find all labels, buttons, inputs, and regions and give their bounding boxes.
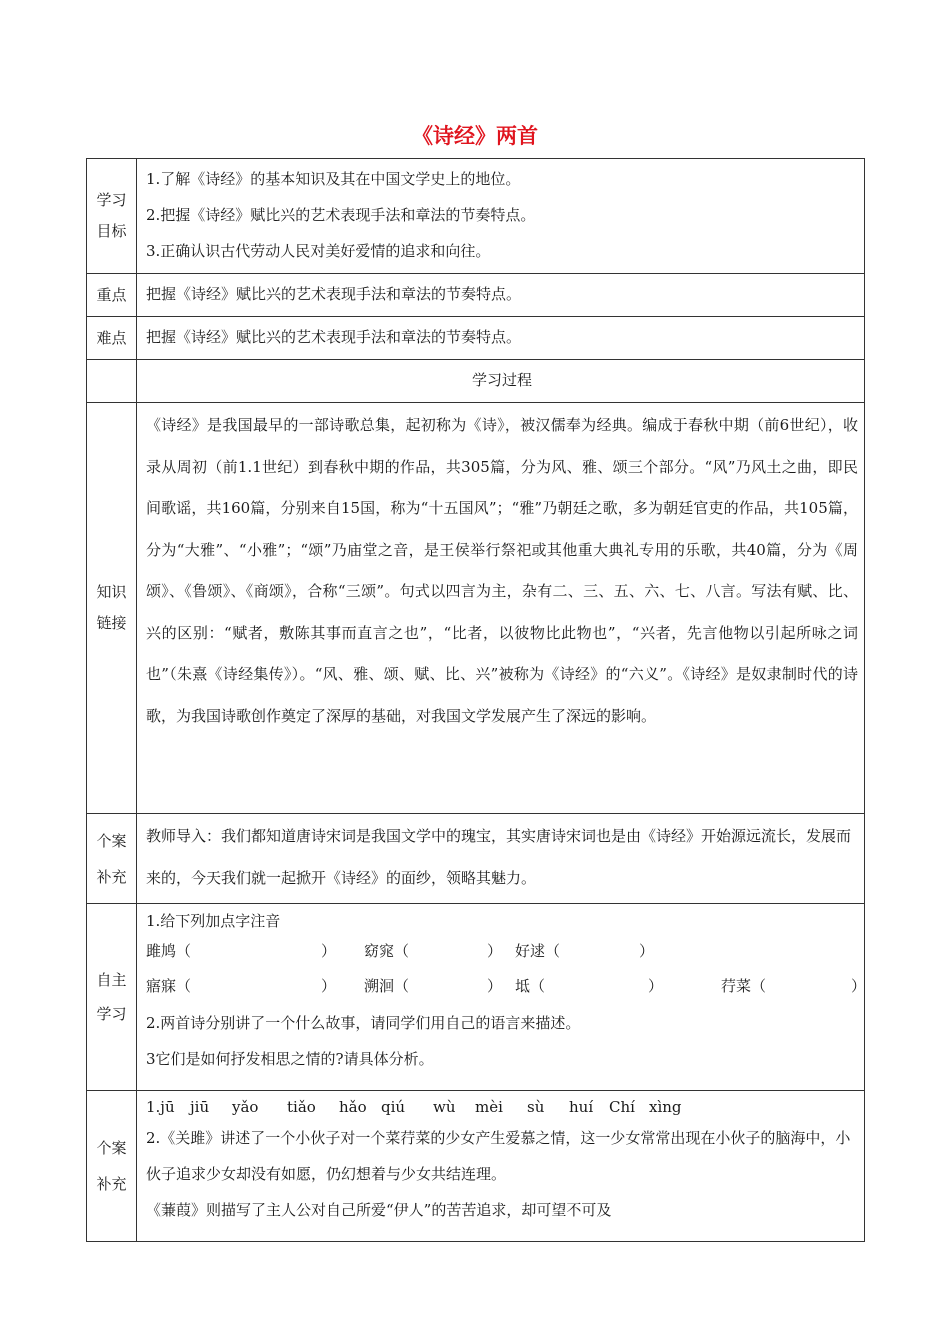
difficulty-content [137, 317, 865, 360]
key-point-label: 重点 [87, 274, 137, 317]
key-point-content [137, 274, 865, 317]
knowledge-content [137, 403, 865, 814]
phonetic-item: 溯洄（ [364, 977, 410, 995]
phonetic-item: 窈窕（ [364, 942, 410, 960]
self-study-label: 自主学习 [87, 904, 137, 1091]
phonetic-item: 坻（ [515, 977, 546, 995]
objective-item: 2.把握《诗经》赋比兴的艺术表现手法和章法的节奏特点。 [146, 206, 536, 224]
objective-item: 3.正确认识古代劳动人民对美好爱情的追求和向往。 [146, 242, 491, 260]
key-point-row [87, 274, 865, 317]
self-study-q3: 3它们是如何抒发相思之情的?请具体分析。 [146, 1050, 434, 1068]
objectives-label: 学习目标 [87, 159, 137, 274]
supplement1-row [87, 814, 865, 904]
phonetic-item: 寤寐（ [146, 977, 192, 995]
lesson-table [86, 158, 865, 1242]
knowledge-label: 知识链接 [87, 403, 137, 814]
self-study-content [137, 904, 865, 1091]
supplement1-text: 教师导入：我们都知道唐诗宋词是我国文学中的瑰宝，其实唐诗宋词也是由《诗经》开始源远流长，发展而来的，今天我们就一起掀开《诗经》的面纱，领略其魅力。 [146, 827, 852, 887]
process-header-row [87, 360, 865, 403]
process-header-blank [87, 360, 137, 403]
self-study-q2: 2.两首诗分别讲了一个什么故事，请同学们用自己的语言来描述。 [146, 1014, 581, 1032]
phonetic-row-1: 雎鸠（ ） 窈窕（ ） 好逑（ ） [146, 934, 858, 969]
objectives-content [137, 159, 865, 274]
page-title: 《诗经》两首 [412, 124, 538, 148]
supplement1-label: 个案补充 [87, 814, 137, 904]
phonetic-item: 雎鸠（ [146, 942, 192, 960]
self-study-row [87, 904, 865, 1091]
supplement2-answer2: 2.《关雎》讲述了一个小伙子对一个菜荇菜的少女产生爱慕之情，这一少女常常出现在小伙子的脑海中，小伙子追求少女却没有如愿，仍幻想着与少女共结连理。 [146, 1129, 851, 1183]
phonetic-item: 荇菜（ [721, 977, 767, 995]
supplement2-label: 个案补充 [87, 1091, 137, 1242]
supplement1-content [137, 814, 865, 904]
difficulty-label: 难点 [87, 317, 137, 360]
difficulty-text: 把握《诗经》赋比兴的艺术表现手法和章法的节奏特点。 [146, 328, 522, 346]
difficulty-row [87, 317, 865, 360]
self-study-q1: 1.给下列加点字注音 [146, 912, 281, 930]
knowledge-text: 《诗经》是我国最早的一部诗歌总集，起初称为《诗》，被汉儒奉为经典。编成于春秋中期（前6世纪），收录从周初（前1.1世纪）到春秋中期的作品，共305篇，分为风、雅、颂三个部分。“风”乃风土之曲，即民间歌谣，共160篇，分别来自15国，称为“十五国风”；“雅”乃朝廷之歌，多为朝廷官吏的作品，共105篇，分为“大雅”、“小雅”；“颂”乃庙堂之音，是王侯举行祭祀或其他重大典礼专用的乐歌，共40篇，分为《周颂》、《鲁颂》、《商颂》，合称“三颂”。句式以四言为主，杂有二、三、五、六、七、八言。写法有赋、比、兴的区别：“赋者，敷陈其事而直言之也”，“比者，以彼物比此物也”，“兴者，先言他物以引起所咏之词也”（朱熹《诗经集传》）。“风、雅、颂、赋、比、兴”被称为《诗经》的“六义”。《诗经》是奴隶制时代的诗歌，为我国诗歌创作奠定了深厚的基础，对我国文学发展产生了深远的影响。 [146, 416, 858, 725]
objective-item: 1.了解《诗经》的基本知识及其在中国文学史上的地位。 [146, 170, 521, 188]
pinyin-answers: 1.jū jiū yǎo tiǎo hǎo qiú wù mèi sù huí Chí xìng [146, 1098, 682, 1116]
process-header [137, 360, 865, 403]
supplement2-answer3: 《蒹葭》则描写了主人公对自己所爱“伊人”的苦苦追求，却可望不可及 [146, 1201, 612, 1219]
phonetic-item: 好逑（ [515, 942, 561, 960]
supplement2-row [87, 1091, 865, 1242]
process-header-text: 学习过程 [471, 371, 532, 389]
phonetic-row-2: 寤寐（ ） 溯洄（ ） 坻（ ） 荇菜（ ） [146, 969, 858, 1004]
objectives-row [87, 159, 865, 274]
key-point-text: 把握《诗经》赋比兴的艺术表现手法和章法的节奏特点。 [146, 285, 522, 303]
knowledge-row [87, 403, 865, 814]
supplement2-content [137, 1091, 865, 1242]
